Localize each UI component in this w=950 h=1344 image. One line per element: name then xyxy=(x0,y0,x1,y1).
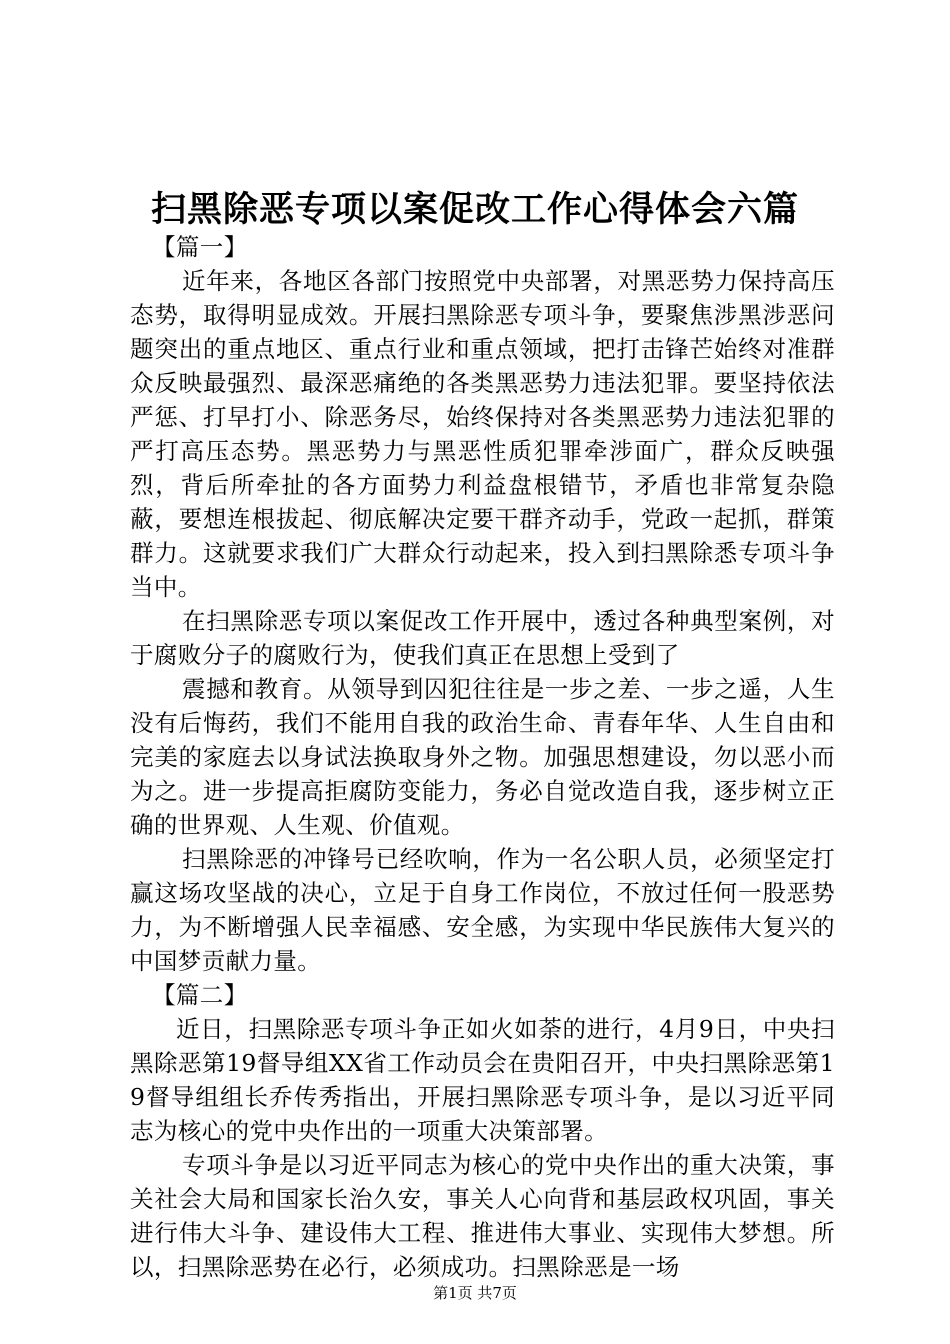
document-title: 扫黑除恶专项以案促改工作心得体会六篇 xyxy=(150,189,799,230)
paragraph: 在扫黑除恶专项以案促改工作开展中，透过各种典型案例，对于腐败分子的腐败行为，使我们真正在思想上受到了 xyxy=(130,607,835,669)
section-heading-2: 【篇二】 xyxy=(152,981,248,1009)
paragraph: 专项斗争是以习近平同志为核心的党中央作出的重大决策，事关社会大局和国家长治久安，事关人心向背和基层政权巩固，事关进行伟大斗争、建设伟大工程、推进伟大事业、实现伟大梦想。所以，扫黑除恶势在必行，必须成功。扫黑除恶是一场 xyxy=(130,1151,835,1281)
section-heading-1: 【篇一】 xyxy=(152,233,248,261)
paragraph: 近年来，各地区各部门按照党中央部署，对黑恶势力保持高压态势，取得明显成效。开展扫黑除恶专项斗争，要聚焦涉黑涉恶问题突出的重点地区、重点行业和重点领域，把打击锋芒始终对准群众反映最强烈、最深恶痛绝的各类黑恶势力违法犯罪。要坚持依法严惩、打早打小、除恶务尽，始终保持对各类黑恶势力违法犯罪的严打高压态势。黑恶势力与黑恶性质犯罪牵涉面广，群众反映强烈，背后所牵扯的各方面势力利益盘根错节，矛盾也非常复杂隐蔽，要想连根拔起、彻底解决定要干群齐动手，党政一起抓，群策群力。这就要求我们广大群众行动起来，投入到扫黑除悉专项斗争当中。 xyxy=(130,267,835,601)
paragraph: 震撼和教育。从领导到囚犯往往是一步之差、一步之遥，人生没有后悔药，我们不能用自我的政治生命、青春年华、人生自由和完美的家庭去以身试法换取身外之物。加强思想建设，勿以恶小而为之。进一步提高拒腐防变能力，务必自觉改造自我，逐步树立正确的世界观、人生观、价值观。 xyxy=(130,675,835,839)
document-body xyxy=(130,230,835,1284)
page-number: 第1页 共7页 xyxy=(433,1284,517,1302)
paragraph: 扫黑除恶的冲锋号已经吹响，作为一名公职人员，必须坚定打赢这场攻坚战的决心，立足于自身工作岗位，不放过任何一股恶势力，为不断增强人民幸福感、安全感，为实现中华民族伟大复兴的中国梦贡献力量。 xyxy=(130,845,835,975)
paragraph: 近日，扫黑除恶专项斗争正如火如荼的进行，4月9日，中央扫黑除恶第19督导组XX省工作动员会在贵阳召开，中央扫黑除恶第19督导组组长乔传秀指出，开展扫黑除恶专项斗争，是以习近平同志为核心的党中央作出的一项重大决策部署。 xyxy=(130,1015,835,1145)
